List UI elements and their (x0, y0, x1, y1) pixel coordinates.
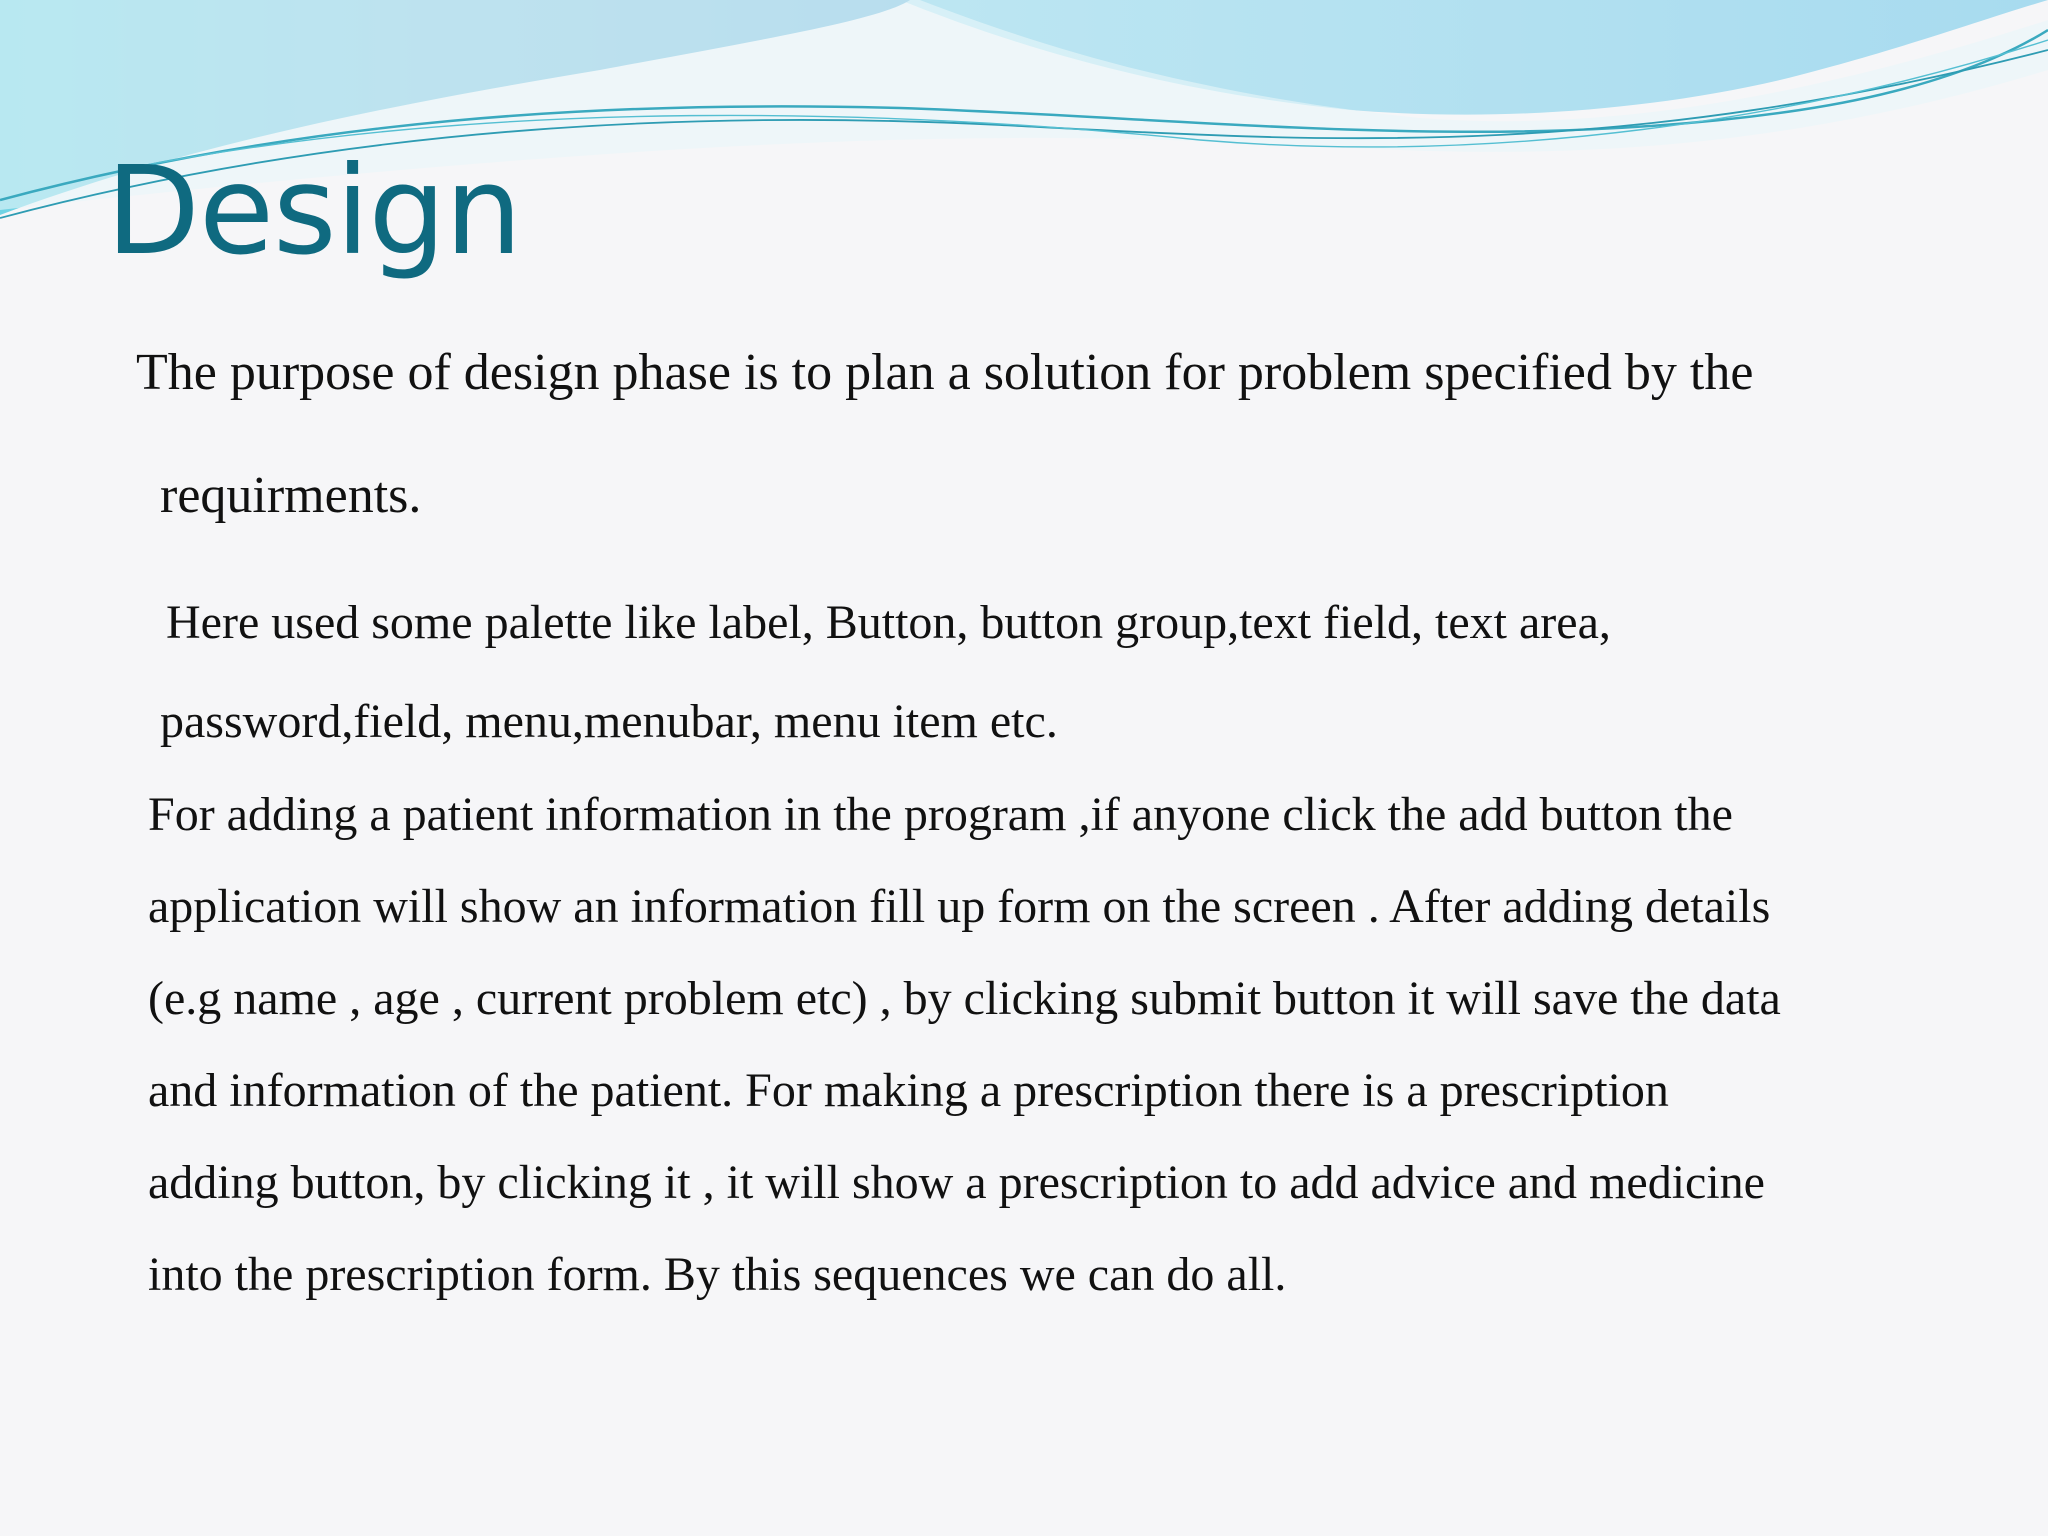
paragraph2-line1: Here used some palette like label, Button, button group,text field, text area, (166, 596, 1611, 649)
paragraph2-line2: password,field, menu,menubar, menu item etc. (160, 695, 1058, 748)
paragraph1-line1: The purpose of design phase is to plan a solution for problem specified by the (136, 344, 1754, 401)
paragraph3-line4: and information of the patient. For making a prescription there is a prescription (148, 1064, 1669, 1117)
slide-title: Design (106, 140, 522, 282)
paragraph3-line3: (e.g name , age , current problem etc) , by clicking submit button it will save the data (148, 972, 1781, 1025)
paragraph3-line2: application will show an information fill up form on the screen . After adding details (148, 880, 1771, 933)
paragraph3-line5: adding button, by clicking it , it will show a prescription to add advice and medicine (148, 1156, 1765, 1209)
paragraph3-line6: into the prescription form. By this sequences we can do all. (148, 1248, 1287, 1301)
paragraph1-line2: requirments. (160, 467, 422, 524)
paragraph3-line1: For adding a patient information in the program ,if anyone click the add button the (148, 788, 1733, 841)
